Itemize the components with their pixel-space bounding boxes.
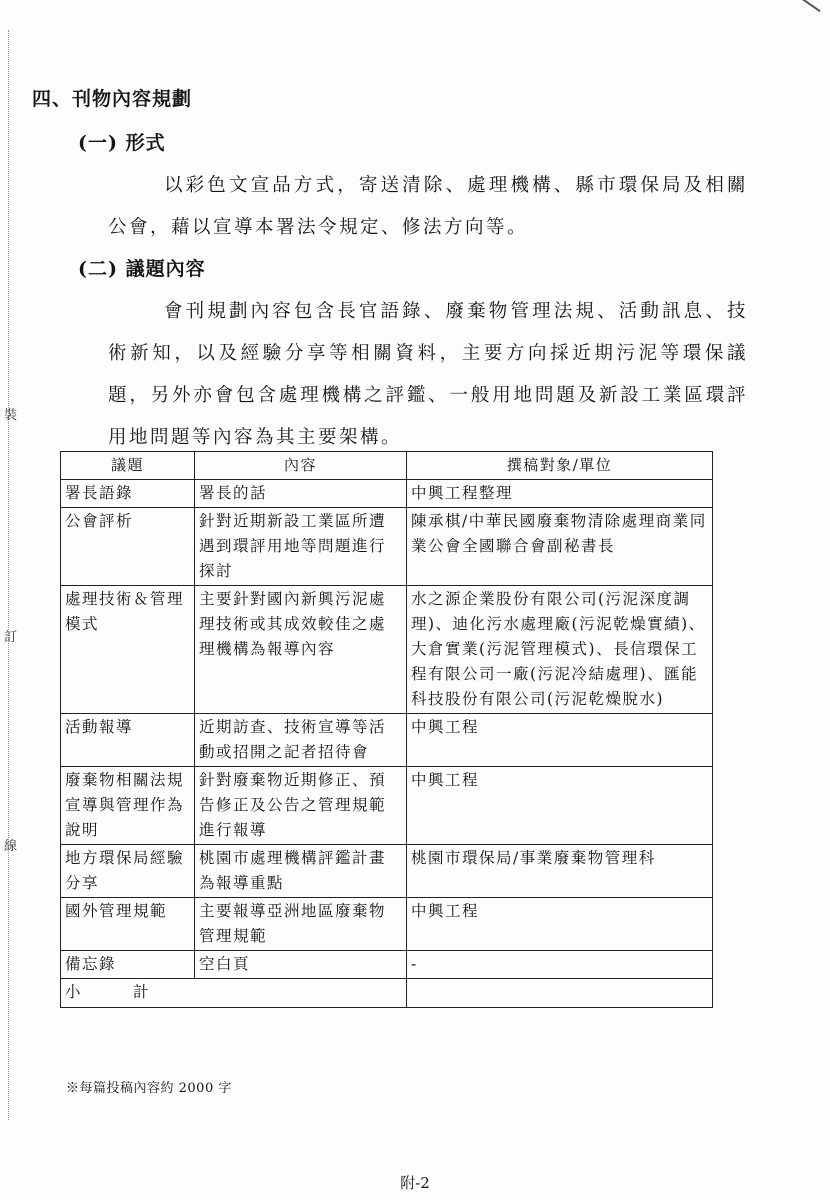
topics-heading: (二) 議題內容 — [78, 258, 206, 280]
cell-topic: 處理技術＆管理模式 — [61, 586, 195, 714]
cell-author: 中興工程整理 — [407, 480, 713, 508]
summary-label: 小 計 — [61, 979, 407, 1008]
cell-content: 針對近期新設工業區所遭遇到環評用地等問題進行探討 — [195, 508, 407, 586]
page-number: 附-2 — [400, 1174, 430, 1192]
table-row — [61, 480, 713, 508]
cell-topic: 活動報導 — [61, 714, 195, 767]
table-row — [61, 951, 713, 979]
binding-line — [8, 30, 9, 1120]
cell-topic: 公會評析 — [61, 508, 195, 586]
table-row — [61, 714, 713, 767]
table-row — [61, 586, 713, 714]
cell-author: 中興工程 — [407, 898, 713, 951]
table-header-row — [61, 452, 713, 480]
table-row — [61, 508, 713, 586]
table-row — [61, 767, 713, 845]
cell-topic: 地方環保局經驗分享 — [61, 845, 195, 898]
cell-content: 空白頁 — [195, 951, 407, 979]
header-author: 撰稿對象/單位 — [407, 452, 713, 480]
topics-table — [60, 451, 713, 1008]
section-title: 四、刊物內容規劃 — [32, 88, 193, 110]
cell-author: 中興工程 — [407, 767, 713, 845]
table-row — [61, 898, 713, 951]
form-paragraph: 以彩色文宣品方式，寄送清除、處理機構、縣市環保局及相關公會，藉以宣導本署法令規定、修法方向等。 — [108, 175, 748, 238]
table-row — [61, 845, 713, 898]
cell-author: 水之源企業股份有限公司(污泥深度調理)、迪化污水處理廠(污泥乾燥實績)、大倉實業(污泥管理模式)、長信環保工程有限公司一廠(污泥冷結處理)、匯能科技股份有限公司(污泥乾燥脫水) — [407, 586, 713, 714]
cell-author: 桃園市環保局/事業廢棄物管理科 — [407, 845, 713, 898]
cell-content: 桃園市處理機構評鑑計畫為報導重點 — [195, 845, 407, 898]
header-topic: 議題 — [61, 452, 195, 480]
binding-mark-top: 裝 — [4, 408, 18, 423]
cell-content: 主要報導亞洲地區廢棄物管理規範 — [195, 898, 407, 951]
cell-author: 陳承棋/中華民國廢棄物清除處理商業同業公會全國聯合會副秘書長 — [407, 508, 713, 586]
cell-content: 署長的話 — [195, 480, 407, 508]
cell-topic: 署長語錄 — [61, 480, 195, 508]
scan-corner-mark — [801, 0, 820, 12]
cell-content: 主要針對國內新興污泥處理技術或其成效較佳之處理機構為報導內容 — [195, 586, 407, 714]
topics-paragraph: 會刊規劃內容包含長官語錄、廢棄物管理法規、活動訊息、技術新知，以及經驗分享等相關資料，主要方向採近期污泥等環保議題，另外亦會包含處理機構之評鑑、一般用地問題及新設工業區環評用地問題等內容為其主要架構。 — [108, 301, 748, 448]
table-summary-row — [61, 979, 713, 1008]
header-content: 內容 — [195, 452, 407, 480]
cell-author: - — [407, 951, 713, 979]
cell-content: 針對廢棄物近期修正、預告修正及公告之管理規範進行報導 — [195, 767, 407, 845]
binding-mark-mid: 訂 — [4, 630, 18, 645]
summary-value — [407, 979, 713, 1008]
cell-topic: 廢棄物相關法規宣導與管理作為說明 — [61, 767, 195, 845]
cell-topic: 國外管理規範 — [61, 898, 195, 951]
cell-topic: 備忘錄 — [61, 951, 195, 979]
binding-mark-bottom: 線 — [4, 839, 18, 854]
form-heading: (一) 形式 — [78, 132, 166, 154]
cell-content: 近期訪查、技術宣導等活動或招開之記者招待會 — [195, 714, 407, 767]
footnote: ※每篇投稿內容約 2000 字 — [66, 1081, 232, 1096]
cell-author: 中興工程 — [407, 714, 713, 767]
